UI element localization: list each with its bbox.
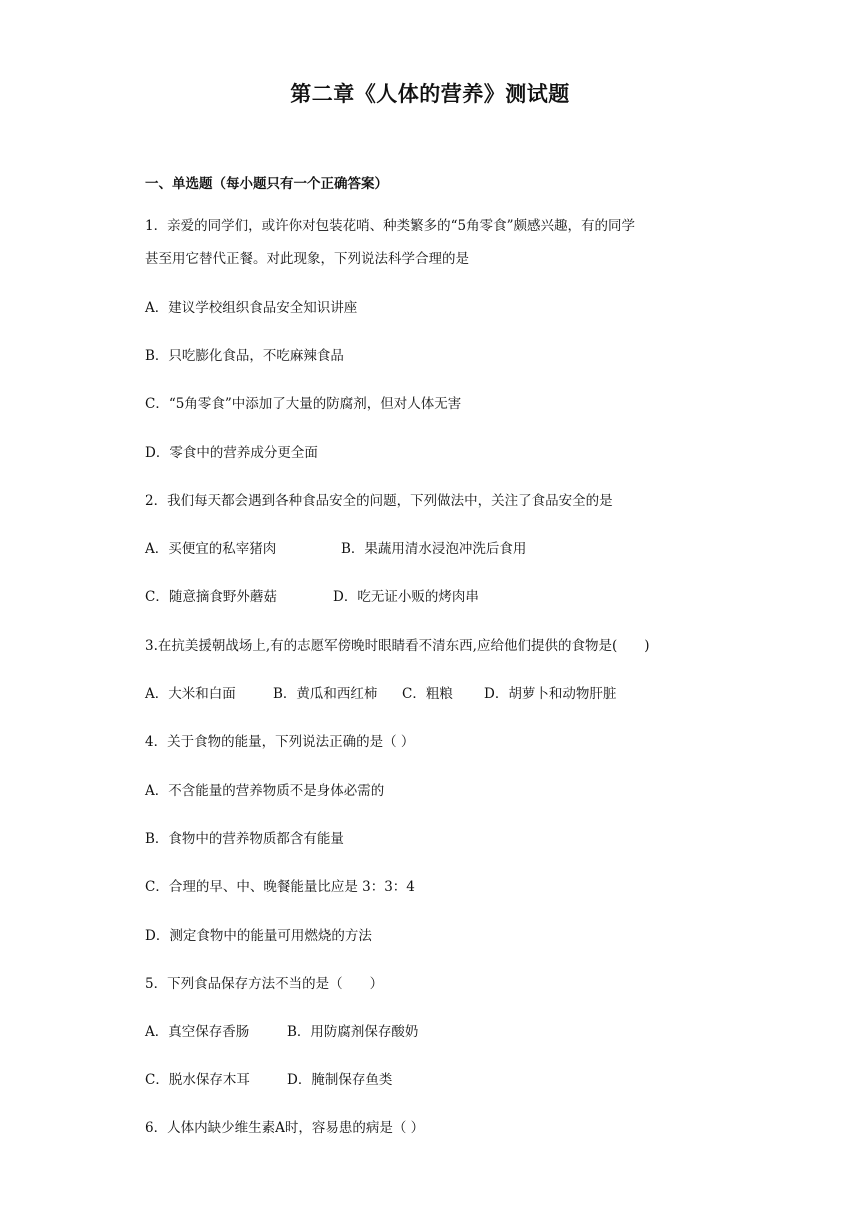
question-3-option-a: A．大米和白面 xyxy=(145,686,236,702)
question-2-option-c: C．随意摘食野外蘑菇 xyxy=(145,589,277,605)
question-3-stem: 3.在抗美援朝战场上,有的志愿军傍晚时眼睛看不清东西,应给他们提供的食物是( ) xyxy=(145,638,650,654)
question-3-option-b: B．黄瓜和西红柿 xyxy=(273,686,378,702)
question-4-option-b: B．食物中的营养物质都含有能量 xyxy=(145,831,344,847)
question-3-option-d: D．胡萝卜和动物肝脏 xyxy=(484,686,617,702)
question-2-options-row-2 xyxy=(145,591,479,605)
section-heading: 一、单选题（每小题只有一个正确答案） xyxy=(145,176,388,192)
question-3-option-c: C．粗粮 xyxy=(402,686,453,702)
question-3-options-row xyxy=(145,688,616,702)
question-1-option-d: D．零食中的营养成分更全面 xyxy=(145,445,318,461)
question-2-option-a: A．买便宜的私宰猪肉 xyxy=(145,541,277,557)
question-5-option-b: B．用防腐剂保存酸奶 xyxy=(287,1024,419,1040)
question-5-options-row-1 xyxy=(145,1026,418,1040)
document-title: 第二章《人体的营养》测试题 xyxy=(290,81,570,106)
question-1-option-a: A．建议学校组织食品安全知识讲座 xyxy=(145,300,358,316)
question-1-option-c: C．“5角零食”中添加了大量的防腐剂，但对人体无害 xyxy=(145,396,462,412)
question-4-option-c: C．合理的早、中、晚餐能量比应是 3：3：4 xyxy=(145,879,415,895)
question-2-option-b: B．果蔬用清水浸泡冲洗后食用 xyxy=(341,541,527,557)
question-4-stem: 4．关于食物的能量，下列说法正确的是（ ） xyxy=(145,734,415,750)
question-4-option-a: A．不含能量的营养物质不是身体必需的 xyxy=(145,783,385,799)
question-5-options-row-2 xyxy=(145,1074,392,1088)
question-1-stem-line-1: 1．亲爱的同学们，或许你对包装花哨、种类繁多的“5角零食”颇感兴趣，有的同学 xyxy=(145,218,635,234)
question-4-option-d: D．测定食物中的能量可用燃烧的方法 xyxy=(145,928,372,944)
question-2-options-row-1 xyxy=(145,543,526,557)
question-1-stem-line-2: 甚至用它替代正餐。对此现象，下列说法科学合理的是 xyxy=(145,251,469,267)
question-2-option-d: D．吃无证小贩的烤肉串 xyxy=(333,589,479,605)
question-5-option-c: C．脱水保存木耳 xyxy=(145,1072,250,1088)
question-1-option-b: B．只吃膨化食品，不吃麻辣食品 xyxy=(145,348,344,364)
question-5-option-a: A．真空保存香肠 xyxy=(145,1024,250,1040)
question-6-stem: 6．人体内缺少维生素A时，容易患的病是（ ） xyxy=(145,1120,425,1136)
question-5-stem: 5．下列食品保存方法不当的是（ ） xyxy=(145,976,384,992)
question-2-stem: 2．我们每天都会遇到各种食品安全的问题，下列做法中，关注了食品安全的是 xyxy=(145,493,613,509)
question-5-option-d: D．腌制保存鱼类 xyxy=(287,1072,393,1088)
